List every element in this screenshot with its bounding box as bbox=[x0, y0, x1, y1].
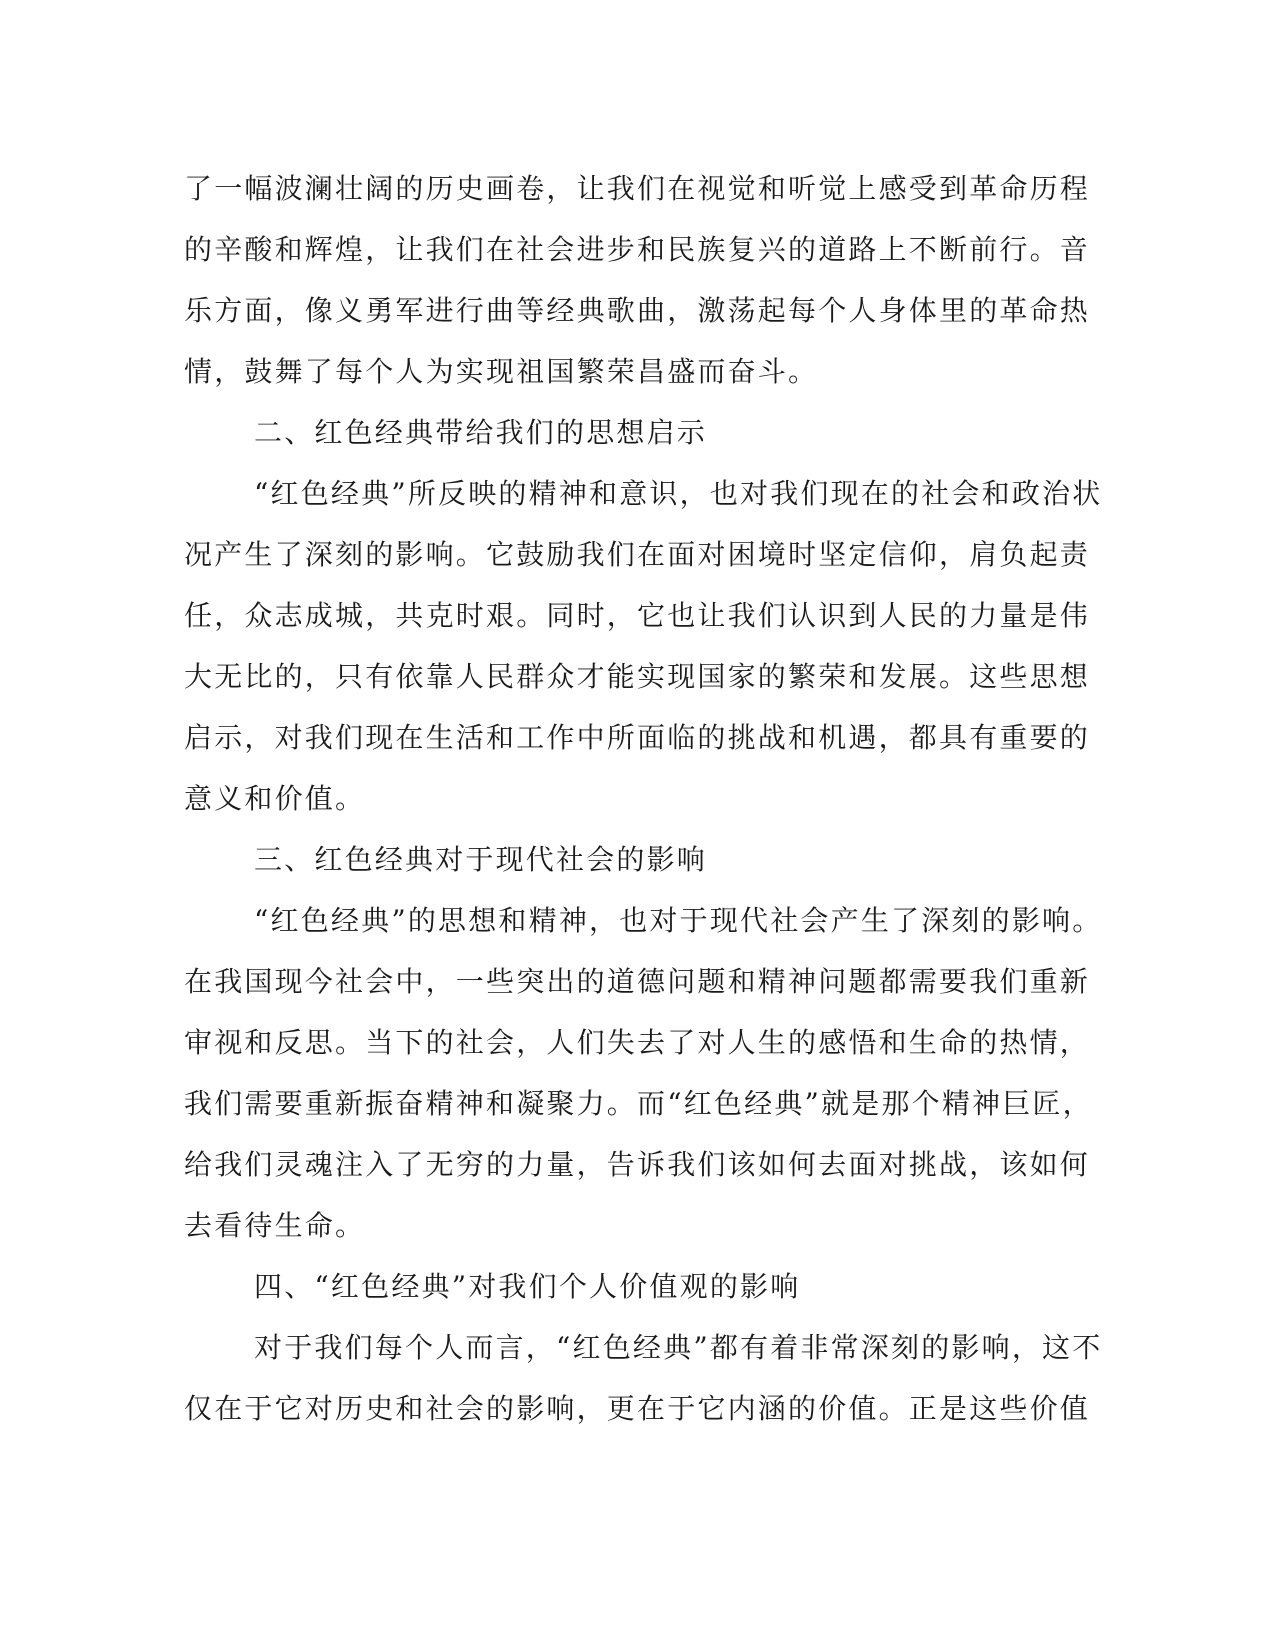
paragraph-first-line: 对于我们每个人而言，“红色经典”都有着非常深刻的影响，这不 bbox=[254, 1331, 1103, 1364]
section-heading: 四、“红色经典”对我们个人价值观的影响 bbox=[254, 1270, 801, 1303]
text-line: 我们需要重新振奋精神和凝聚力。而“红色经典”就是那个精神巨匠， bbox=[184, 1087, 1093, 1120]
text-line: 情，鼓舞了每个人为实现祖国繁荣昌盛而奋斗。 bbox=[184, 355, 819, 388]
text-line: 仅在于它对历史和社会的影响，更在于它内涵的价值。正是这些价值 bbox=[184, 1392, 1091, 1425]
text-line: 去看待生命。 bbox=[184, 1209, 366, 1242]
text-line: 启示，对我们现在生活和工作中所面临的挑战和机遇，都具有重要的 bbox=[184, 721, 1091, 754]
section-heading: 二、红色经典带给我们的思想启示 bbox=[254, 416, 708, 449]
text-line: 况产生了深刻的影响。它鼓励我们在面对困境时坚定信仰，肩负起责 bbox=[184, 538, 1091, 571]
text-line: 乐方面，像义勇军进行曲等经典歌曲，激荡起每个人身体里的革命热 bbox=[184, 294, 1091, 327]
text-line: 的辛酸和辉煌，让我们在社会进步和民族复兴的道路上不断前行。音 bbox=[184, 233, 1091, 266]
text-line: 在我国现今社会中，一些突出的道德问题和精神问题都需要我们重新 bbox=[184, 965, 1091, 998]
text-line: 审视和反思。当下的社会，人们失去了对人生的感悟和生命的热情， bbox=[184, 1026, 1091, 1059]
text-line: 任，众志成城，共克时艰。同时，它也让我们认识到人民的力量是伟 bbox=[184, 599, 1091, 632]
text-line: 了一幅波澜壮阔的历史画卷，让我们在视觉和听觉上感受到革命历程 bbox=[184, 172, 1091, 205]
text-line: 大无比的，只有依靠人民群众才能实现国家的繁荣和发展。这些思想 bbox=[184, 660, 1091, 693]
paragraph-first-line: “红色经典”所反映的精神和意识，也对我们现在的社会和政治状 bbox=[254, 477, 1103, 510]
section-heading: 三、红色经典对于现代社会的影响 bbox=[254, 843, 708, 876]
text-line: 意义和价值。 bbox=[184, 782, 366, 815]
document-body bbox=[184, 158, 1103, 1439]
paragraph-first-line: “红色经典”的思想和精神，也对于现代社会产生了深刻的影响。 bbox=[254, 904, 1103, 937]
text-line: 给我们灵魂注入了无穷的力量，告诉我们该如何去面对挑战，该如何 bbox=[184, 1148, 1091, 1181]
